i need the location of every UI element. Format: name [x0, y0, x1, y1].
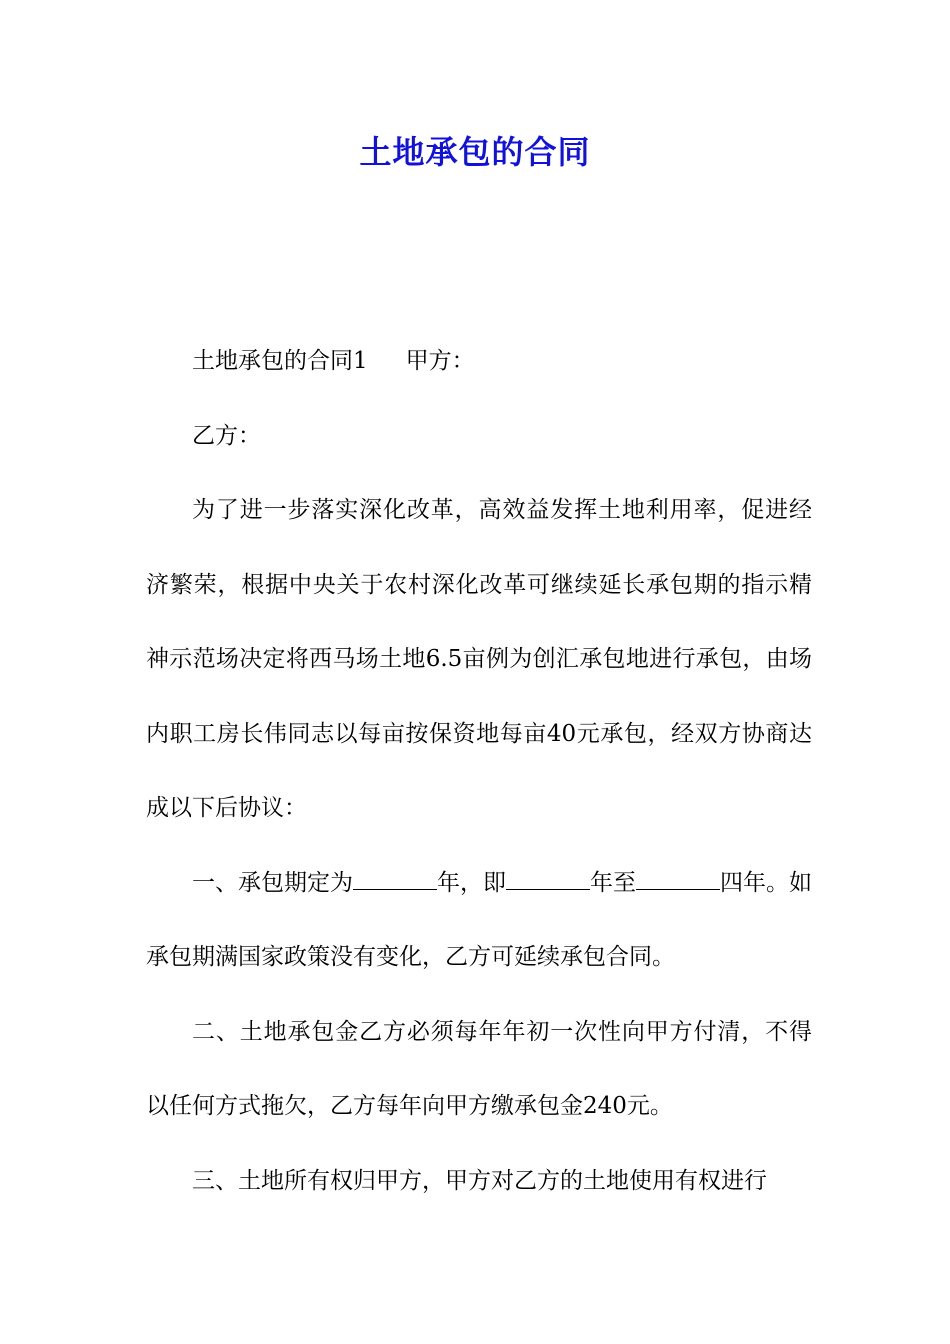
document-title: 土地承包的合同: [359, 133, 591, 171]
blank-field-years: [353, 871, 437, 890]
party-b-label: 乙方：: [192, 422, 261, 449]
clause-1: [146, 846, 812, 995]
blank-field-end-year: [636, 871, 720, 890]
clause-2: 二、土地承包金乙方必须每年年初一次性向甲方付清，不得以任何方式拖欠，乙方每年向甲方缴承包金240元。: [146, 1018, 812, 1119]
clause-1-text-c: 年至: [590, 869, 636, 896]
clause-1-text-d: 四年。如承包期满国家政策没有变化，乙方可延续承包合同。: [146, 869, 812, 970]
blank-field-start-year: [506, 871, 590, 890]
contract-number: 土地承包的合同1: [192, 348, 368, 374]
clause-1-text-b: 年，即: [437, 869, 506, 896]
clause-3: 三、土地所有权归甲方，甲方对乙方的土地使用有权进行: [192, 1167, 767, 1194]
heading-line: [146, 324, 812, 399]
preamble-paragraph: 为了进一步落实深化改革，高效益发挥土地利用率，促进经济繁荣，根据中央关于农村深化改革可继续延长承包期的指示精神示范场决定将西马场土地6.5亩例为创汇承包地进行承包，由场内职工房长伟同志以每亩按保资地每亩40元承包，经双方协商达成以下后协议：: [146, 497, 812, 821]
clause-1-text-a: 一、承包期定为: [192, 869, 353, 896]
document-body: [146, 324, 812, 1218]
party-a-label: 甲方：: [405, 348, 475, 374]
